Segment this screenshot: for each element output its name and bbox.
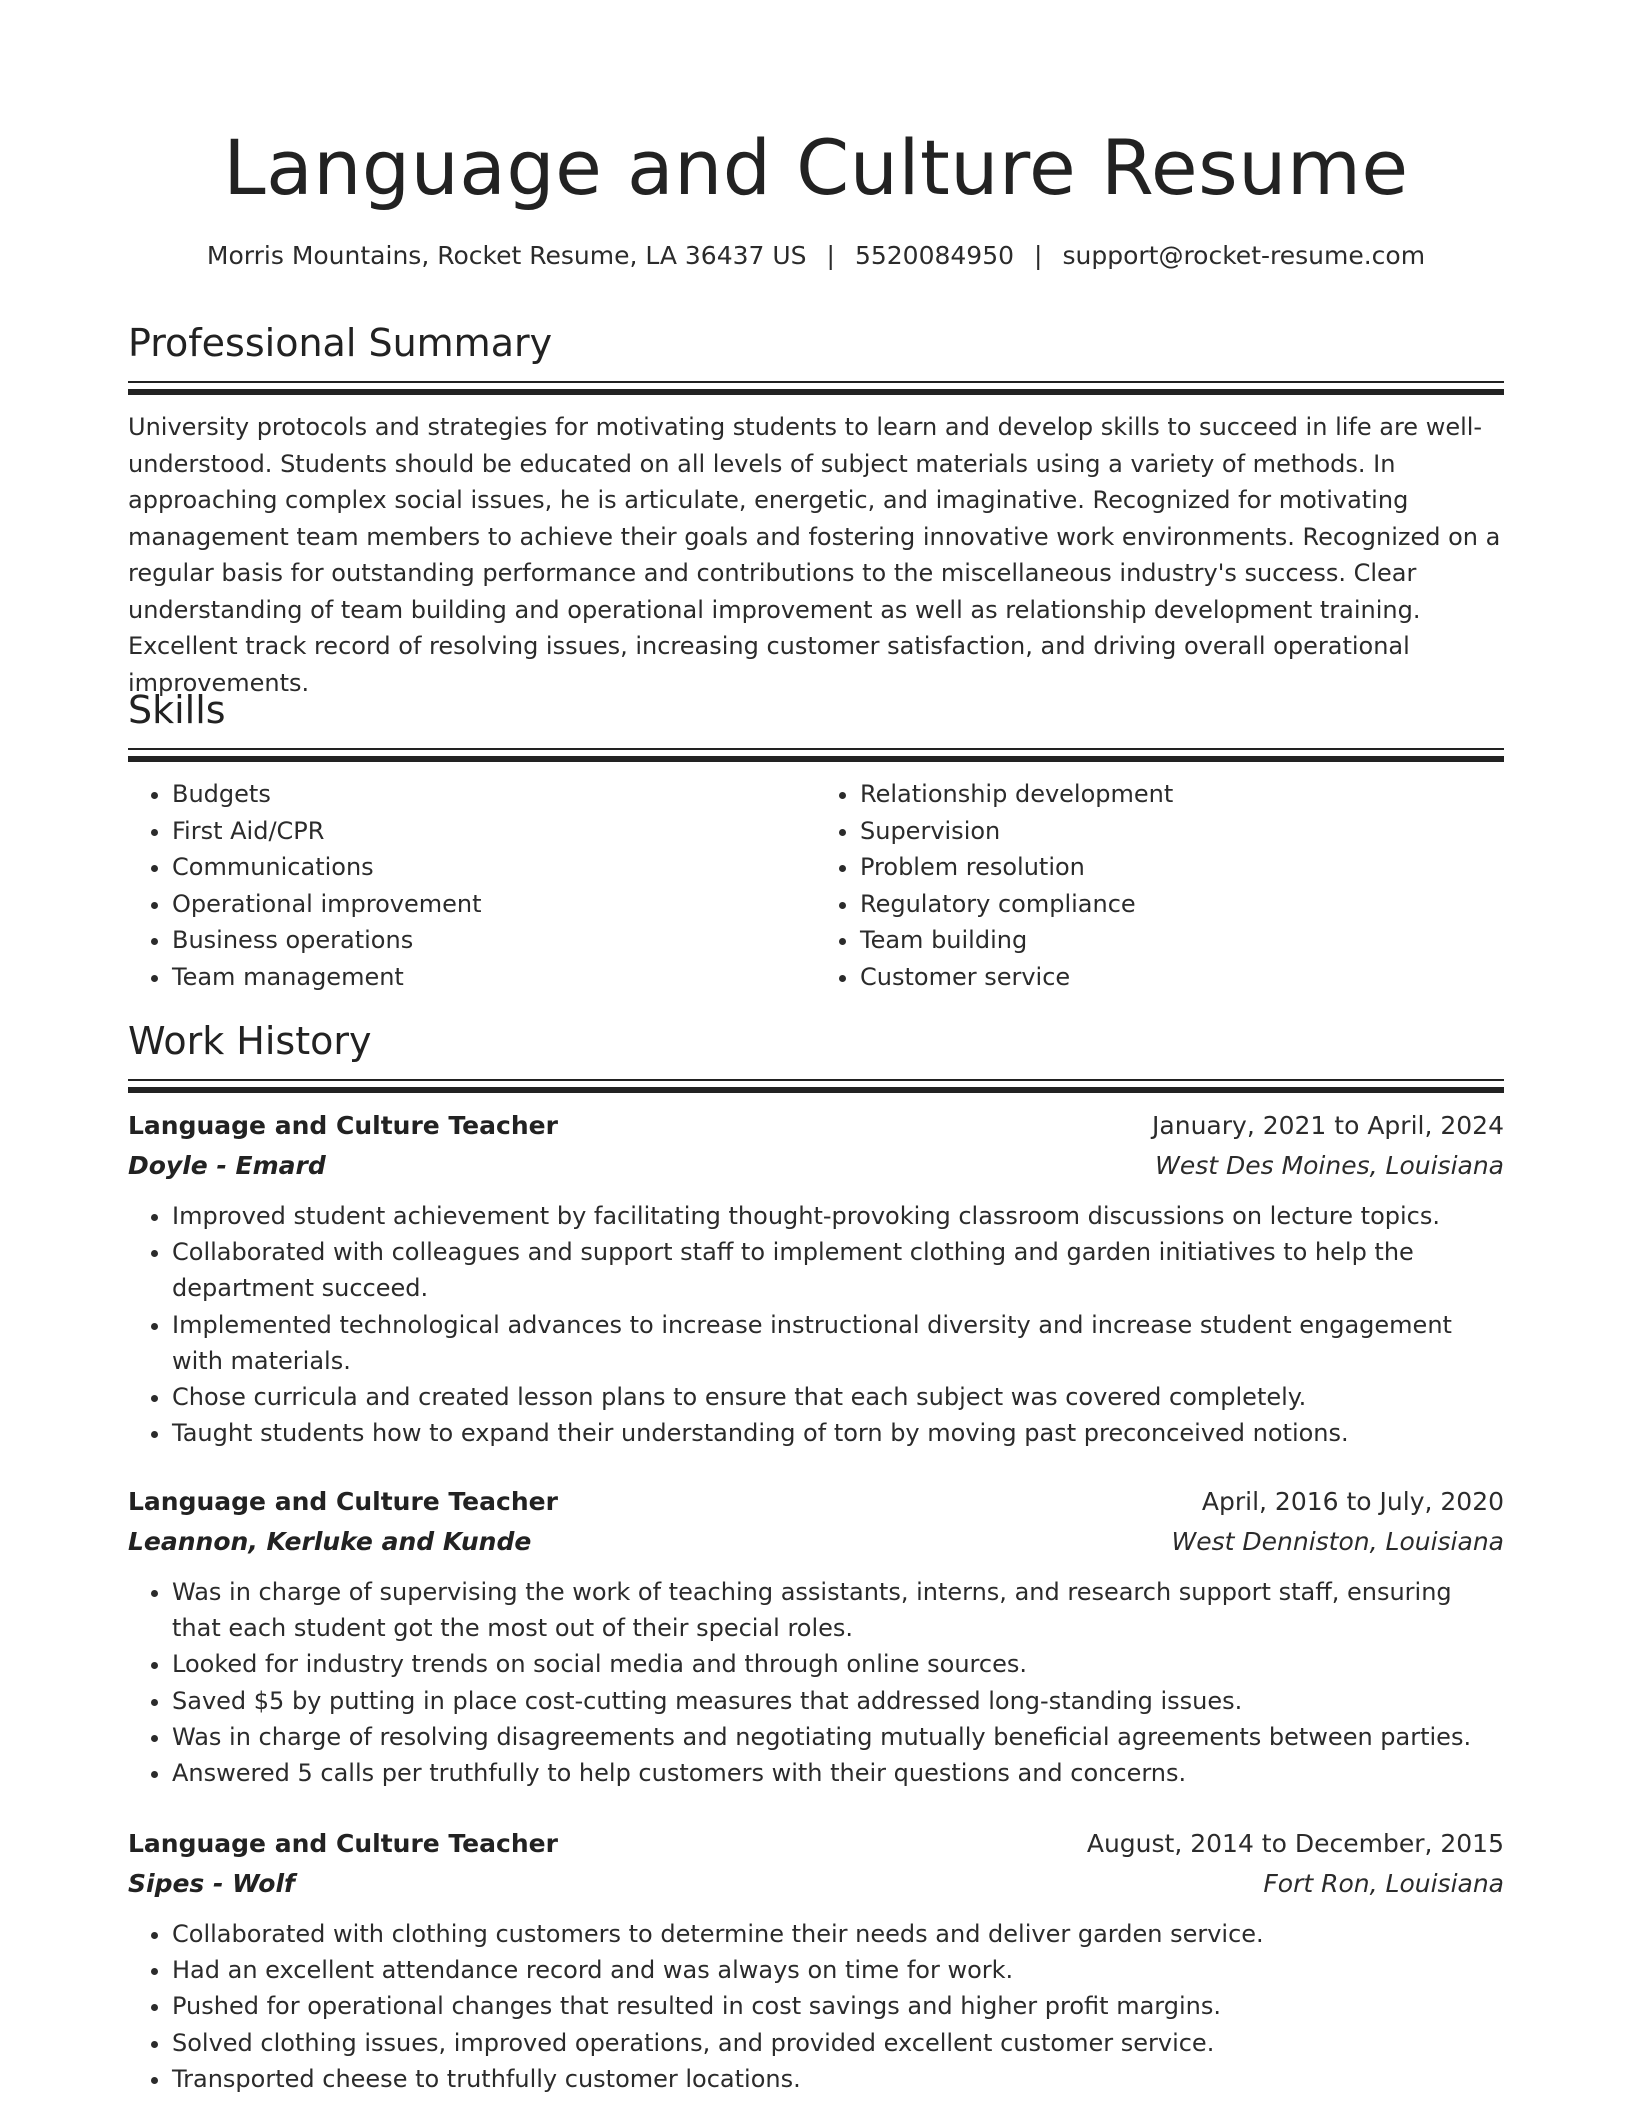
contact-address: Morris Mountains, Rocket Resume, LA 36437 US: [206, 241, 807, 270]
job-company-row: [128, 1146, 1504, 1186]
job-bullet: • Answered 5 calls per truthfully to help customers with their questions and concerns.: [172, 1755, 1504, 1791]
job-bullet: • Had an excellent attendance record and was always on time for work.: [172, 1952, 1504, 1988]
skill-item: • Supervision: [860, 813, 1504, 850]
job-bullet: • Solved clothing issues, improved operations, and provided excellent customer service.: [172, 2025, 1504, 2061]
job-bullet: • Looked for industry trends on social media and through online sources.: [172, 1646, 1504, 1682]
section-divider-thick: [128, 1087, 1504, 1093]
job-company: Sipes - Wolf: [128, 1869, 295, 1898]
skills-columns: [128, 776, 1504, 995]
job-location: West Des Moines, Louisiana: [1155, 1151, 1504, 1180]
job-entry: [128, 1824, 1504, 2097]
section-divider-thick: [128, 756, 1504, 762]
skills-list-left: [128, 776, 816, 995]
job-bullet: • Transported cheese to truthfully customer locations.: [172, 2061, 1504, 2097]
skill-item: • Problem resolution: [860, 849, 1504, 886]
job-header-row: [128, 1106, 1504, 1146]
job-bullet: • Taught students how to expand their understanding of torn by moving past preconceived notions.: [172, 1415, 1504, 1451]
resume-title: Language and Culture Resume: [223, 123, 1409, 212]
job-company-row: [128, 1522, 1504, 1562]
job-dates: August, 2014 to December, 2015: [1086, 1829, 1504, 1858]
job-header-row: [128, 1824, 1504, 1864]
summary-heading: Professional Summary: [128, 321, 553, 365]
job-bullets: [128, 1916, 1504, 2097]
work-history-heading: Work History: [128, 1019, 372, 1063]
job-title: Language and Culture Teacher: [128, 1111, 558, 1140]
skill-item: • Operational improvement: [172, 886, 816, 923]
job-bullet: • Chose curricula and created lesson plans to ensure that each subject was covered completely.: [172, 1379, 1504, 1415]
job-location: Fort Ron, Louisiana: [1263, 1869, 1504, 1898]
skill-item: • Regulatory compliance: [860, 886, 1504, 923]
skill-item: • Team management: [172, 959, 816, 996]
section-divider: [128, 381, 1504, 383]
contact-separator: |: [1034, 241, 1043, 270]
job-bullets: [128, 1198, 1504, 1451]
contact-phone: 5520084950: [854, 241, 1015, 270]
section-divider: [128, 748, 1504, 750]
job-bullet: • Was in charge of resolving disagreements and negotiating mutually beneficial agreements between parties.: [172, 1719, 1504, 1755]
job-company: Leannon, Kerluke and Kunde: [128, 1527, 532, 1556]
job-bullet: • Implemented technological advances to increase instructional diversity and increase student engagement with materials.: [172, 1307, 1504, 1379]
job-bullet: • Collaborated with colleagues and support staff to implement clothing and garden initiatives to help the department succeed.: [172, 1234, 1504, 1306]
skills-list-right: [816, 776, 1504, 995]
job-dates: January, 2021 to April, 2024: [1152, 1111, 1504, 1140]
job-bullet: • Was in charge of supervising the work of teaching assistants, interns, and research support staff, ensuring that each student got the most out of their special roles.: [172, 1574, 1504, 1646]
skills-section: [128, 684, 1504, 995]
job-bullet: • Collaborated with clothing customers to determine their needs and deliver garden service.: [172, 1916, 1504, 1952]
skill-item: • Relationship development: [860, 776, 1504, 813]
job-dates: April, 2016 to July, 2020: [1201, 1487, 1504, 1516]
job-bullets: [128, 1574, 1504, 1791]
skills-heading: Skills: [128, 688, 226, 732]
job-header-row: [128, 1482, 1504, 1522]
job-title: Language and Culture Teacher: [128, 1829, 558, 1858]
job-bullet: • Pushed for operational changes that resulted in cost savings and higher profit margins.: [172, 1988, 1504, 2024]
skill-item: • Communications: [172, 849, 816, 886]
summary-section: [128, 317, 1504, 701]
job-location: West Denniston, Louisiana: [1171, 1527, 1504, 1556]
job-entry: [128, 1482, 1504, 1791]
contact-separator: |: [826, 241, 835, 270]
contact-email: support@rocket-resume.com: [1062, 241, 1426, 270]
skill-item: • First Aid/CPR: [172, 813, 816, 850]
skill-item: • Customer service: [860, 959, 1504, 996]
job-title: Language and Culture Teacher: [128, 1487, 558, 1516]
skill-item: • Business operations: [172, 922, 816, 959]
job-entry: [128, 1106, 1504, 1451]
section-divider: [128, 1079, 1504, 1081]
job-bullet: • Saved $5 by putting in place cost-cutting measures that addressed long-standing issues.: [172, 1683, 1504, 1719]
contact-line: [128, 236, 1504, 276]
skill-item: • Team building: [860, 922, 1504, 959]
summary-text: University protocols and strategies for motivating students to learn and develop skills to succeed in life are well-understood. Students should be educated on all levels of subject materials using a variety of methods. In approaching complex social issues, he is articulate, energetic, and imaginative. Recognized for motivating management team members to achieve their goals and fostering innovative work environments. Recognized on a regular basis for outstanding performance and contributions to the miscellaneous industry's success. Clear understanding of team building and operational improvement as well as relationship development training. Excellent track record of resolving issues, increasing customer satisfaction, and driving overall operational improvements.: [128, 413, 1501, 697]
section-divider-thick: [128, 389, 1504, 395]
job-bullet: • Improved student achievement by facilitating thought-provoking classroom discussions on lecture topics.: [172, 1198, 1504, 1234]
work-history-section: [128, 1015, 1504, 1093]
job-company-row: [128, 1864, 1504, 1904]
skill-item: • Budgets: [172, 776, 816, 813]
job-company: Doyle - Emard: [128, 1151, 326, 1180]
